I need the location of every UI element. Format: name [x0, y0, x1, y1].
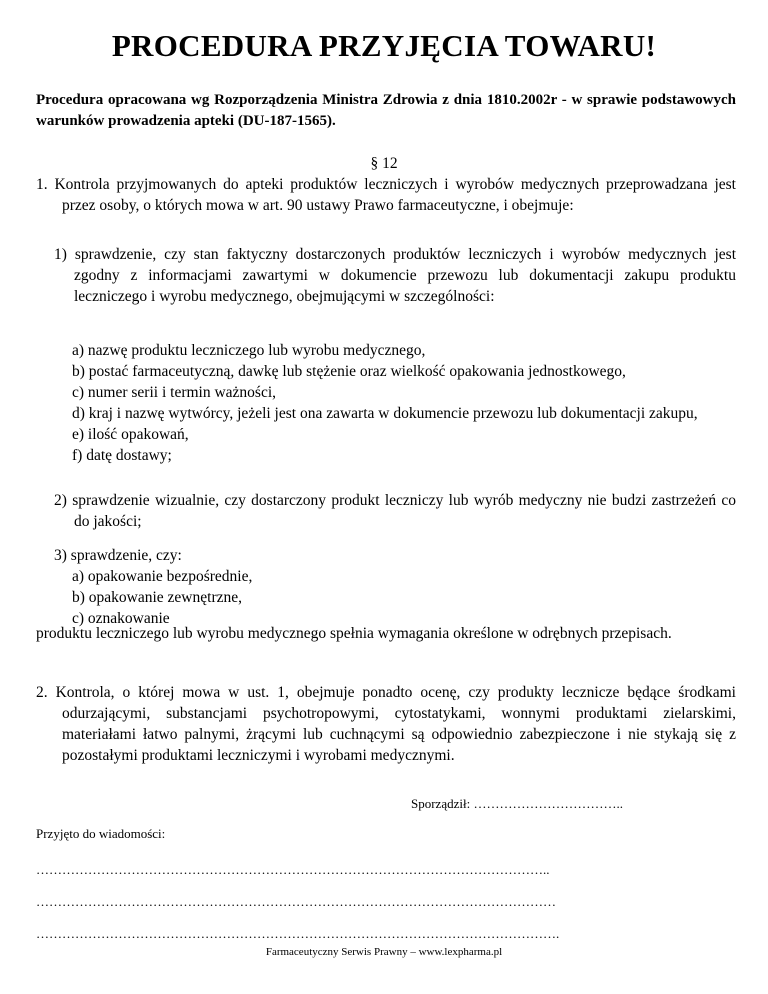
signature-line-2: ………………………………………………………………………………………………………… — [36, 894, 556, 909]
signature-line-3: …………………………………………………………………………………………………………. — [36, 926, 560, 941]
list-item: a) nazwę produktu leczniczego lub wyrobu medycznego, — [72, 342, 426, 359]
intro-paragraph: Procedura opracowana wg Rozporządzenia Ministra Zdrowia z dnia 1810.2002r - w sprawie podstawowych warunków prowadzenia apteki (DU-187-1565). — [36, 92, 736, 129]
signature-line-1: ……………………………………………………………………………………………………….. — [36, 862, 550, 877]
list-item: f) datę dostawy; — [72, 447, 172, 464]
list-item: c) numer serii i termin ważności, — [72, 384, 277, 401]
point-1: 1. Kontrola przyjmowanych do apteki produktów leczniczych i wyrobów medycznych przeprowadzana jest przez osoby, o których mowa w art. 90 ustawy Prawo farmaceutyczne, i obejmuje: — [36, 176, 736, 214]
page-footer: Farmaceutyczny Serwis Prawny – www.lexpharma.pl — [265, 946, 503, 958]
point-2: 2. Kontrola, o której mowa w ust. 1, obejmuje ponadto ocenę, czy produkty lecznicze będące środkami odurzającymi, substancjami psychotropowymi, cytostatykami, wonnymi produktami zielarskimi, materiałami łatwo palnymi, żrącymi lub cuchnącymi są odpowiednio zabezpieczone i nie stykają się z pozostałymi produktami leczniczymi i wyrobami medycznymi. — [36, 684, 736, 764]
acknowledged-label: Przyjęto do wiadomości: — [36, 826, 166, 841]
list-item: b) postać farmaceutyczną, dawkę lub stężenie oraz wielkość opakowania jednostkowego, — [72, 363, 626, 380]
document-title: PROCEDURA PRZYJĘCIA TOWARU! — [111, 28, 657, 63]
sub-3-heading: 3) sprawdzenie, czy: — [54, 547, 182, 564]
point-1-sub-1: 1) sprawdzenie, czy stan faktyczny dostarczonych produktów leczniczych i wyrobów medycznych jest zgodny z informacjami zawartymi w dokumencie przewozu lub dokumentacji zakupu produktu leczniczego i wyrobu medycznego, obejmującymi w szczególności: — [54, 246, 736, 305]
list-item: a) opakowanie bezpośrednie, — [72, 568, 253, 585]
section-number: § 12 — [370, 155, 398, 172]
list-item: b) opakowanie zewnętrzne, — [72, 589, 242, 606]
sub-3-tail: produktu leczniczego lub wyrobu medycznego spełnia wymagania określone w odrębnych przepisach. — [36, 625, 672, 642]
prepared-by-line: Sporządził: …………………………….. — [411, 796, 623, 811]
list-item: e) ilość opakowań, — [72, 426, 189, 443]
sub-1-list — [72, 340, 736, 466]
point-1-sub-3 — [54, 545, 736, 629]
list-item: d) kraj i nazwę wytwórcy, jeżeli jest ona zawarta w dokumencie przewozu lub dokumentacji zakupu, — [72, 405, 698, 422]
point-1-sub-2: 2) sprawdzenie wizualnie, czy dostarczony produkt leczniczy lub wyrób medyczny nie budzi zastrzeżeń co do jakości; — [54, 492, 736, 530]
sub-3-list — [54, 566, 736, 629]
list-item: c) oznakowanie — [72, 610, 170, 627]
